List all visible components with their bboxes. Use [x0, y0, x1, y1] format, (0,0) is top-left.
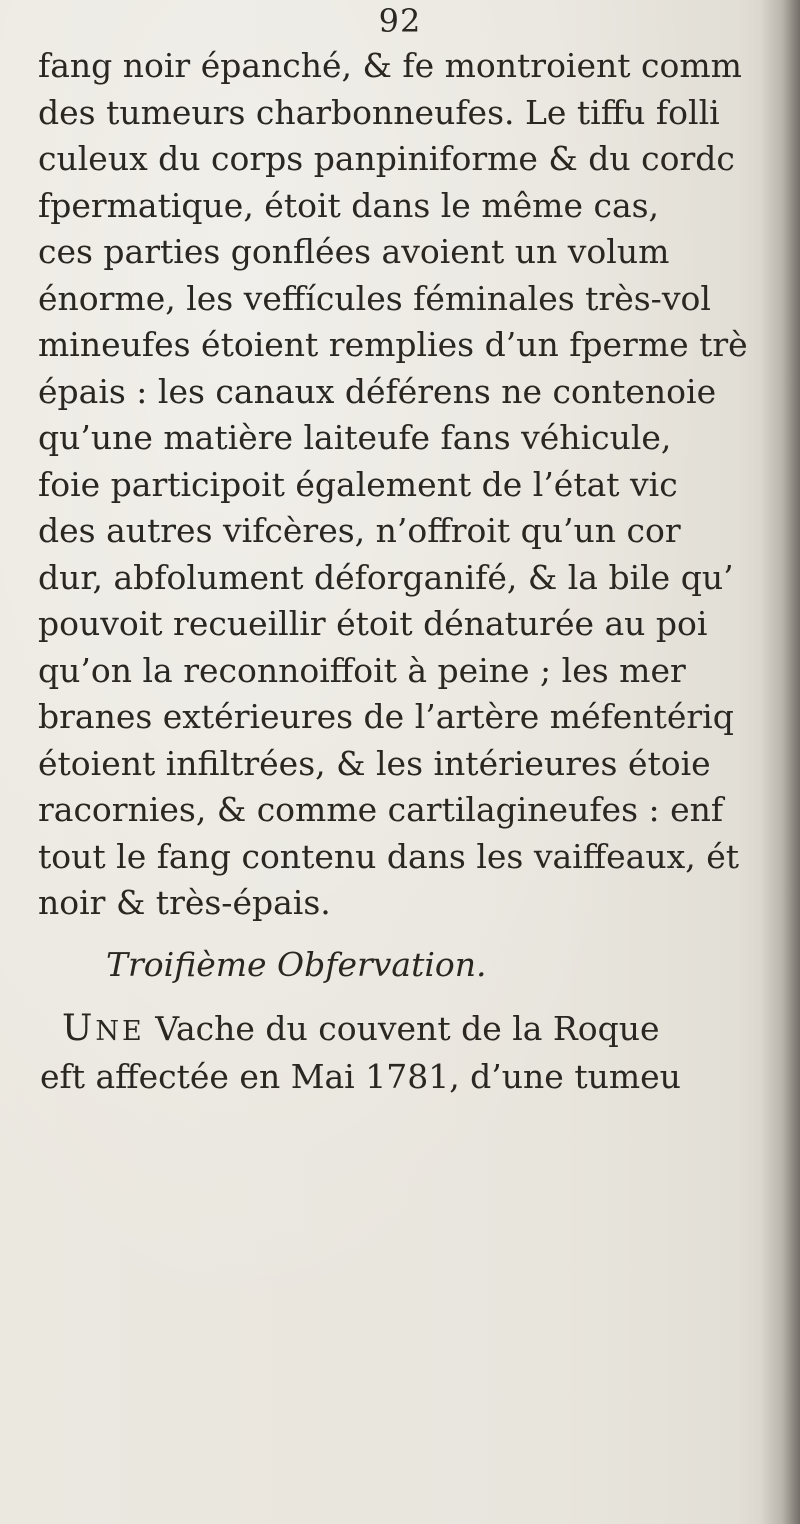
text-line: étoient infiltrées, & les intérieures étoie — [38, 743, 711, 783]
section-opening-word — [62, 1009, 145, 1048]
text-line: tout le fang contenu dans les vaiffeaux, ét — [38, 836, 739, 876]
text-line: culeux du corps panpiniforme & du cordc — [38, 139, 735, 178]
text-line: branes extérieures de l’artère méfentériq — [38, 697, 734, 736]
text-line: fang noir épanché, & fe montroient comm — [38, 46, 742, 85]
text-line: mineufes étoient remplies d’un fperme trè — [38, 325, 748, 364]
text-line: épais : les canaux déférens ne contenoie — [38, 371, 717, 411]
body-text — [38, 43, 800, 927]
text-line: pouvoit recueillir étoit dénaturée au poi — [38, 604, 708, 643]
section-text — [40, 1005, 800, 1101]
text-line: ces parties gonflées avoient un volum — [38, 232, 670, 271]
text-line: eft affectée en Mai 1781, d’une tumeu — [40, 1057, 681, 1096]
text-line: dur, abfolument déforganifé, & la bile qu’ — [38, 557, 734, 597]
text-line: des autres vifcères, n’offroit qu’un cor — [38, 511, 681, 550]
text-line: qu’une matière laiteufe fans véhicule, — [38, 418, 672, 457]
text-line: noir & très-épais. — [38, 883, 331, 922]
section-heading: Troifième Obfervation. — [106, 945, 487, 984]
text-line-rest: Vache du couvent de la Roque — [155, 1009, 660, 1048]
page-number: 92 — [378, 2, 422, 40]
text-line — [62, 1005, 800, 1053]
text-line: racornies, & comme cartilagineufes : enf — [38, 790, 724, 829]
text-line: qu’on la reconnoiffoit à peine ; les mer — [38, 650, 686, 690]
text-line: énorme, les veffícules féminales très-vol — [38, 278, 711, 318]
text-line: foie participoit également de l’état vic — [38, 464, 678, 504]
drop-initial: U — [62, 1008, 96, 1049]
text-line: des tumeurs charbonneufes. Le tiffu folli — [38, 92, 720, 132]
small-caps: NE — [95, 1016, 145, 1047]
text-line: fpermatique, étoit dans le même cas, — [38, 185, 660, 225]
